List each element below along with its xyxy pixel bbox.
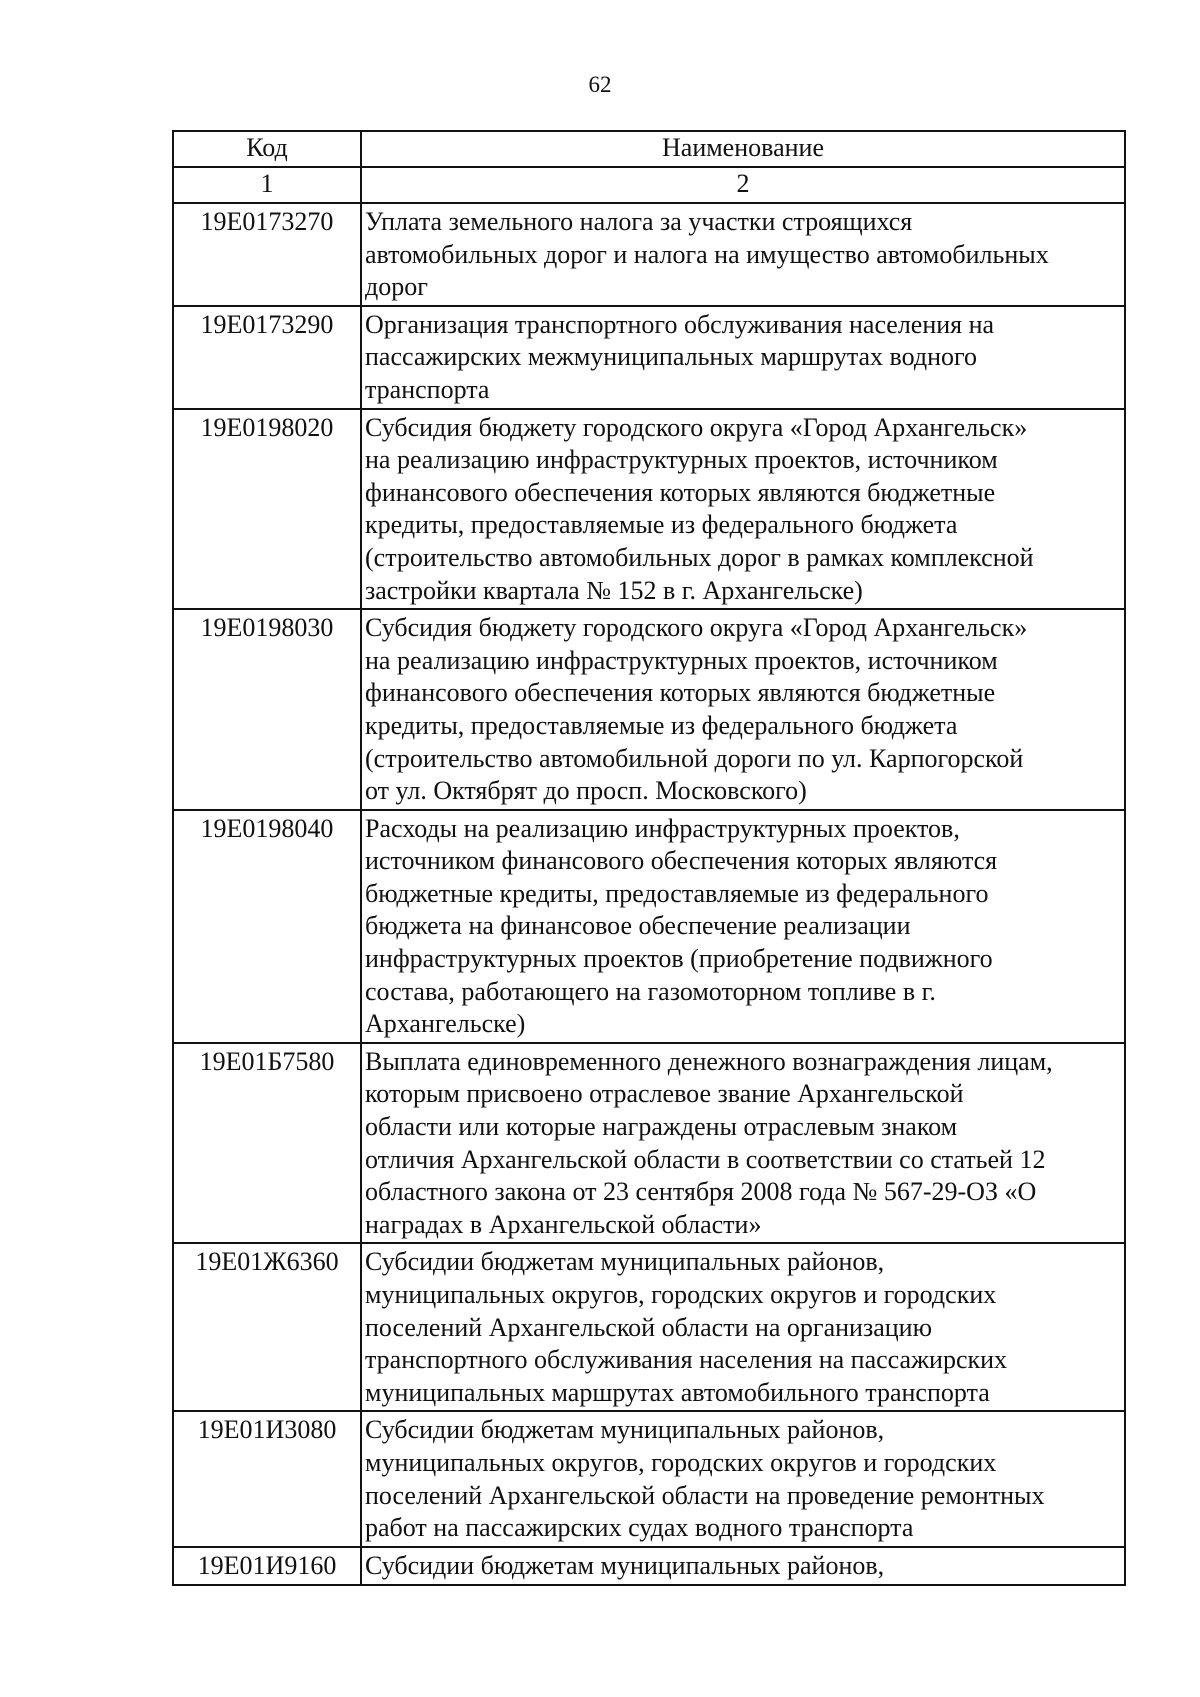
row-name xyxy=(361,609,1125,810)
row-name-line: кредиты, предоставляемые из федерального бюджета xyxy=(365,710,958,740)
header-name: Наименование xyxy=(361,131,1125,167)
row-name-line: от ул. Октябрят до просп. Московского) xyxy=(365,776,807,806)
row-name-line: (строительство автомобильных дорог в рамках комплексной xyxy=(365,542,1034,572)
row-name-line: муниципальных округов, городских округов и городских xyxy=(365,1280,997,1309)
column-number-1: 1 xyxy=(173,167,361,203)
row-code: 19Е0198020 xyxy=(173,409,361,610)
row-code: 19Е01И9160 xyxy=(173,1547,361,1586)
row-name xyxy=(361,1043,1125,1244)
table-row xyxy=(173,1043,1125,1244)
column-number-row xyxy=(173,167,1125,203)
row-code: 19Е01И3080 xyxy=(173,1411,361,1546)
row-name-line: муниципальных маршрутах автомобильного транспорта xyxy=(365,1377,990,1407)
row-name-line: Расходы на реализацию инфраструктурных проектов, xyxy=(365,813,960,843)
row-name-line: транспорта xyxy=(365,374,490,404)
row-name-line: Субсидия бюджету городского округа «Город Архангельск» xyxy=(365,412,1028,442)
row-name-line: отличия Архангельской области в соответствии со статьей 12 xyxy=(365,1144,1046,1174)
row-name-line: работ на пассажирских судах водного транспорта xyxy=(365,1513,914,1543)
table-row xyxy=(173,1243,1125,1411)
row-name-line: источником финансового обеспечения которых являются xyxy=(365,846,998,876)
budget-classification-table xyxy=(172,130,1126,1586)
table-header-row xyxy=(173,131,1125,167)
row-name-line: муниципальных округов, городских округов и городских xyxy=(365,1447,997,1477)
row-code: 19Е0198040 xyxy=(173,810,361,1043)
row-name-line: Субсидии бюджетам муниципальных районов, xyxy=(365,1550,885,1580)
row-name-line: поселений Архангельской области на организацию xyxy=(365,1312,933,1342)
row-name-line: на реализацию инфраструктурных проектов, источником xyxy=(365,645,998,675)
row-name-line: транспортного обслуживания населения на пассажирских xyxy=(365,1345,1008,1375)
row-name-line: состава, работающего на газомоторном топливе в г. xyxy=(365,976,936,1006)
row-name-line: наградах в Архангельской области» xyxy=(365,1209,762,1239)
row-name-line: Субсидия бюджету городского округа «Город Архангельск» xyxy=(365,613,1028,643)
row-name xyxy=(361,306,1125,409)
row-name xyxy=(361,203,1125,306)
row-name-line: областного закона от 23 сентября 2008 года № 567-29-ОЗ «О xyxy=(365,1177,1037,1207)
table-row xyxy=(173,306,1125,409)
table-row xyxy=(173,810,1125,1043)
row-name-line: дорог xyxy=(365,272,428,302)
row-name-line: бюджетные кредиты, предоставляемые из федерального xyxy=(365,878,989,908)
row-name-line: автомобильных дорог и налога на имущество автомобильных xyxy=(365,239,1049,269)
row-code: 19Е0198030 xyxy=(173,609,361,810)
row-name-line: на реализацию инфраструктурных проектов, источником xyxy=(365,445,998,475)
row-name-line: застройки квартала № 152 в г. Архангельске) xyxy=(365,575,863,605)
table-row xyxy=(173,1411,1125,1546)
row-name-line: финансового обеспечения которых являются бюджетные xyxy=(365,477,996,507)
header-code: Код xyxy=(173,131,361,167)
row-name xyxy=(361,810,1125,1043)
column-number-2: 2 xyxy=(361,167,1125,203)
row-name-line: поселений Архангельской области на проведение ремонтных xyxy=(365,1480,1045,1510)
row-name xyxy=(361,1547,1125,1586)
row-name xyxy=(361,1411,1125,1546)
row-name-line: бюджета на финансовое обеспечение реализации xyxy=(365,911,911,941)
row-name-line: пассажирских межмуниципальных маршрутах водного xyxy=(365,342,978,372)
row-name-line: финансового обеспечения которых являются бюджетные xyxy=(365,678,996,708)
row-name-line: (строительство автомобильной дороги по ул. Карпогорской xyxy=(365,743,1024,773)
row-name-line: кредиты, предоставляемые из федерального бюджета xyxy=(365,510,958,540)
table-row xyxy=(173,1547,1125,1586)
row-name-line: инфраструктурных проектов (приобретение подвижного xyxy=(365,944,993,974)
row-name-line: которым присвоено отраслевое звание Архангельской xyxy=(365,1079,964,1109)
row-code: 19Е0173290 xyxy=(173,306,361,409)
row-name xyxy=(361,409,1125,610)
row-name-line: Архангельске) xyxy=(365,1009,526,1039)
table-body xyxy=(173,131,1125,1585)
page-number: 62 xyxy=(588,72,612,97)
row-name-line: Выплата единовременного денежного вознаграждения лицам, xyxy=(365,1046,1053,1076)
row-name-line: Уплата земельного налога за участки строящихся xyxy=(365,207,913,236)
row-name-line: Организация транспортного обслуживания населения на xyxy=(365,309,995,339)
row-code: 19Е0173270 xyxy=(173,203,361,306)
row-name-line: области или которые награждены отраслевым знаком xyxy=(365,1112,958,1142)
row-name-line: Субсидии бюджетам муниципальных районов, xyxy=(365,1415,885,1445)
table-row xyxy=(173,409,1125,610)
table-row xyxy=(173,203,1125,306)
row-code: 19Е01Б7580 xyxy=(173,1043,361,1244)
row-name-line: Субсидии бюджетам муниципальных районов, xyxy=(365,1247,885,1277)
row-name xyxy=(361,1243,1125,1411)
row-code: 19Е01Ж6360 xyxy=(173,1243,361,1411)
table-row xyxy=(173,609,1125,810)
